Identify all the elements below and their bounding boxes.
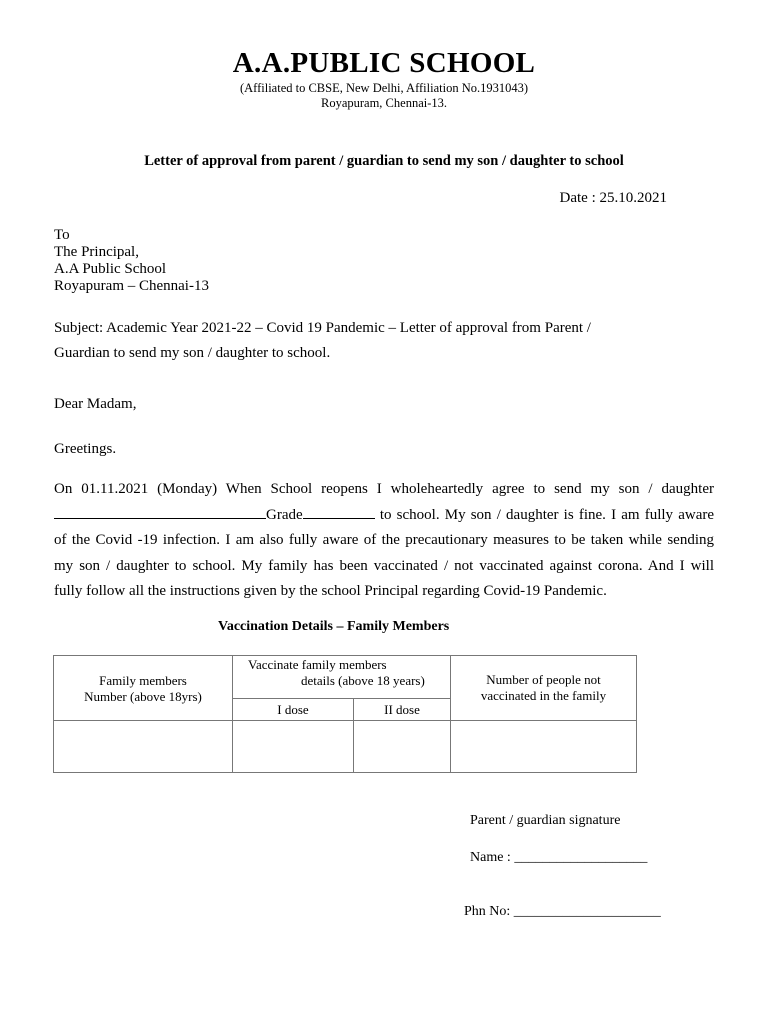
body-paragraph xyxy=(54,477,714,605)
school-address: Royapuram, Chennai-13. xyxy=(320,96,447,110)
to-line: To xyxy=(54,227,70,243)
cell-family-members[interactable] xyxy=(54,721,233,773)
salutation: Dear Madam, xyxy=(54,396,137,412)
subject-line-1: Subject: Academic Year 2021-22 – Covid 19 Pandemic – Letter of approval from Parent / xyxy=(54,320,591,336)
header-dose-1: I dose xyxy=(233,699,354,721)
recipient-title: The Principal, xyxy=(54,244,139,260)
header-not-vaccinated-line-1: Number of people not xyxy=(486,672,601,687)
header-dose-2: II dose xyxy=(354,699,451,721)
recipient-address: Royapuram – Chennai-13 xyxy=(54,278,209,294)
cell-dose-2[interactable] xyxy=(354,721,451,773)
student-name-blank[interactable] xyxy=(54,505,266,519)
body-line-5: fully follow all the instructions given by the school Principal regarding Covid-19 Pandemic. xyxy=(54,583,607,599)
header-vaccinated-details xyxy=(233,656,451,699)
header-family-line-1: Family members xyxy=(99,673,187,688)
vaccination-title: Vaccination Details – Family Members xyxy=(218,619,450,634)
body-line-3: of the Covid -19 infection. I am also fully aware of the precautionary measures to be taken while sending xyxy=(54,532,714,548)
signature-label: Parent / guardian signature xyxy=(470,813,621,828)
school-affiliation: (Affiliated to CBSE, New Delhi, Affiliation No.1931043) xyxy=(239,81,529,95)
body-line-2 xyxy=(54,503,714,529)
header-family-members xyxy=(54,656,233,721)
cell-dose-1[interactable] xyxy=(233,721,354,773)
header-not-vaccinated xyxy=(451,656,637,721)
header-vaccinated-line-2: details (above 18 years) xyxy=(301,673,425,688)
letter-heading: Letter of approval from parent / guardian to send my son / daughter to school xyxy=(144,153,624,169)
body-line-4: my son / daughter to school. My family has been vaccinated / not vaccinated against corona. And I will xyxy=(54,557,714,574)
header-not-vaccinated-line-2: vaccinated in the family xyxy=(480,688,607,703)
table-row xyxy=(54,721,637,773)
recipient-school: A.A Public School xyxy=(54,261,167,277)
vaccination-table xyxy=(53,655,637,773)
body-line-2-text: to school. My son / daughter is fine. I am fully aware xyxy=(379,506,715,523)
table-header-row xyxy=(54,656,637,699)
name-field[interactable]: Name : ___________________ xyxy=(470,850,648,865)
grade-label: Grade xyxy=(266,506,303,523)
school-name: A.A.PUBLIC SCHOOL xyxy=(232,47,536,79)
subject-line-2: Guardian to send my son / daughter to school. xyxy=(54,345,331,361)
greeting: Greetings. xyxy=(54,441,117,457)
header-family-line-2: Number (above 18yrs) xyxy=(84,689,202,704)
phone-field[interactable]: Phn No: _____________________ xyxy=(464,904,661,919)
body-line-1: On 01.11.2021 (Monday) When School reopens I wholeheartedly agree to send my son / daughter xyxy=(54,481,714,497)
cell-not-vaccinated[interactable] xyxy=(451,721,637,773)
letter-date: Date : 25.10.2021 xyxy=(559,190,667,206)
grade-blank[interactable] xyxy=(303,505,375,519)
header-vaccinated-line-1: Vaccinate family members xyxy=(248,657,387,672)
